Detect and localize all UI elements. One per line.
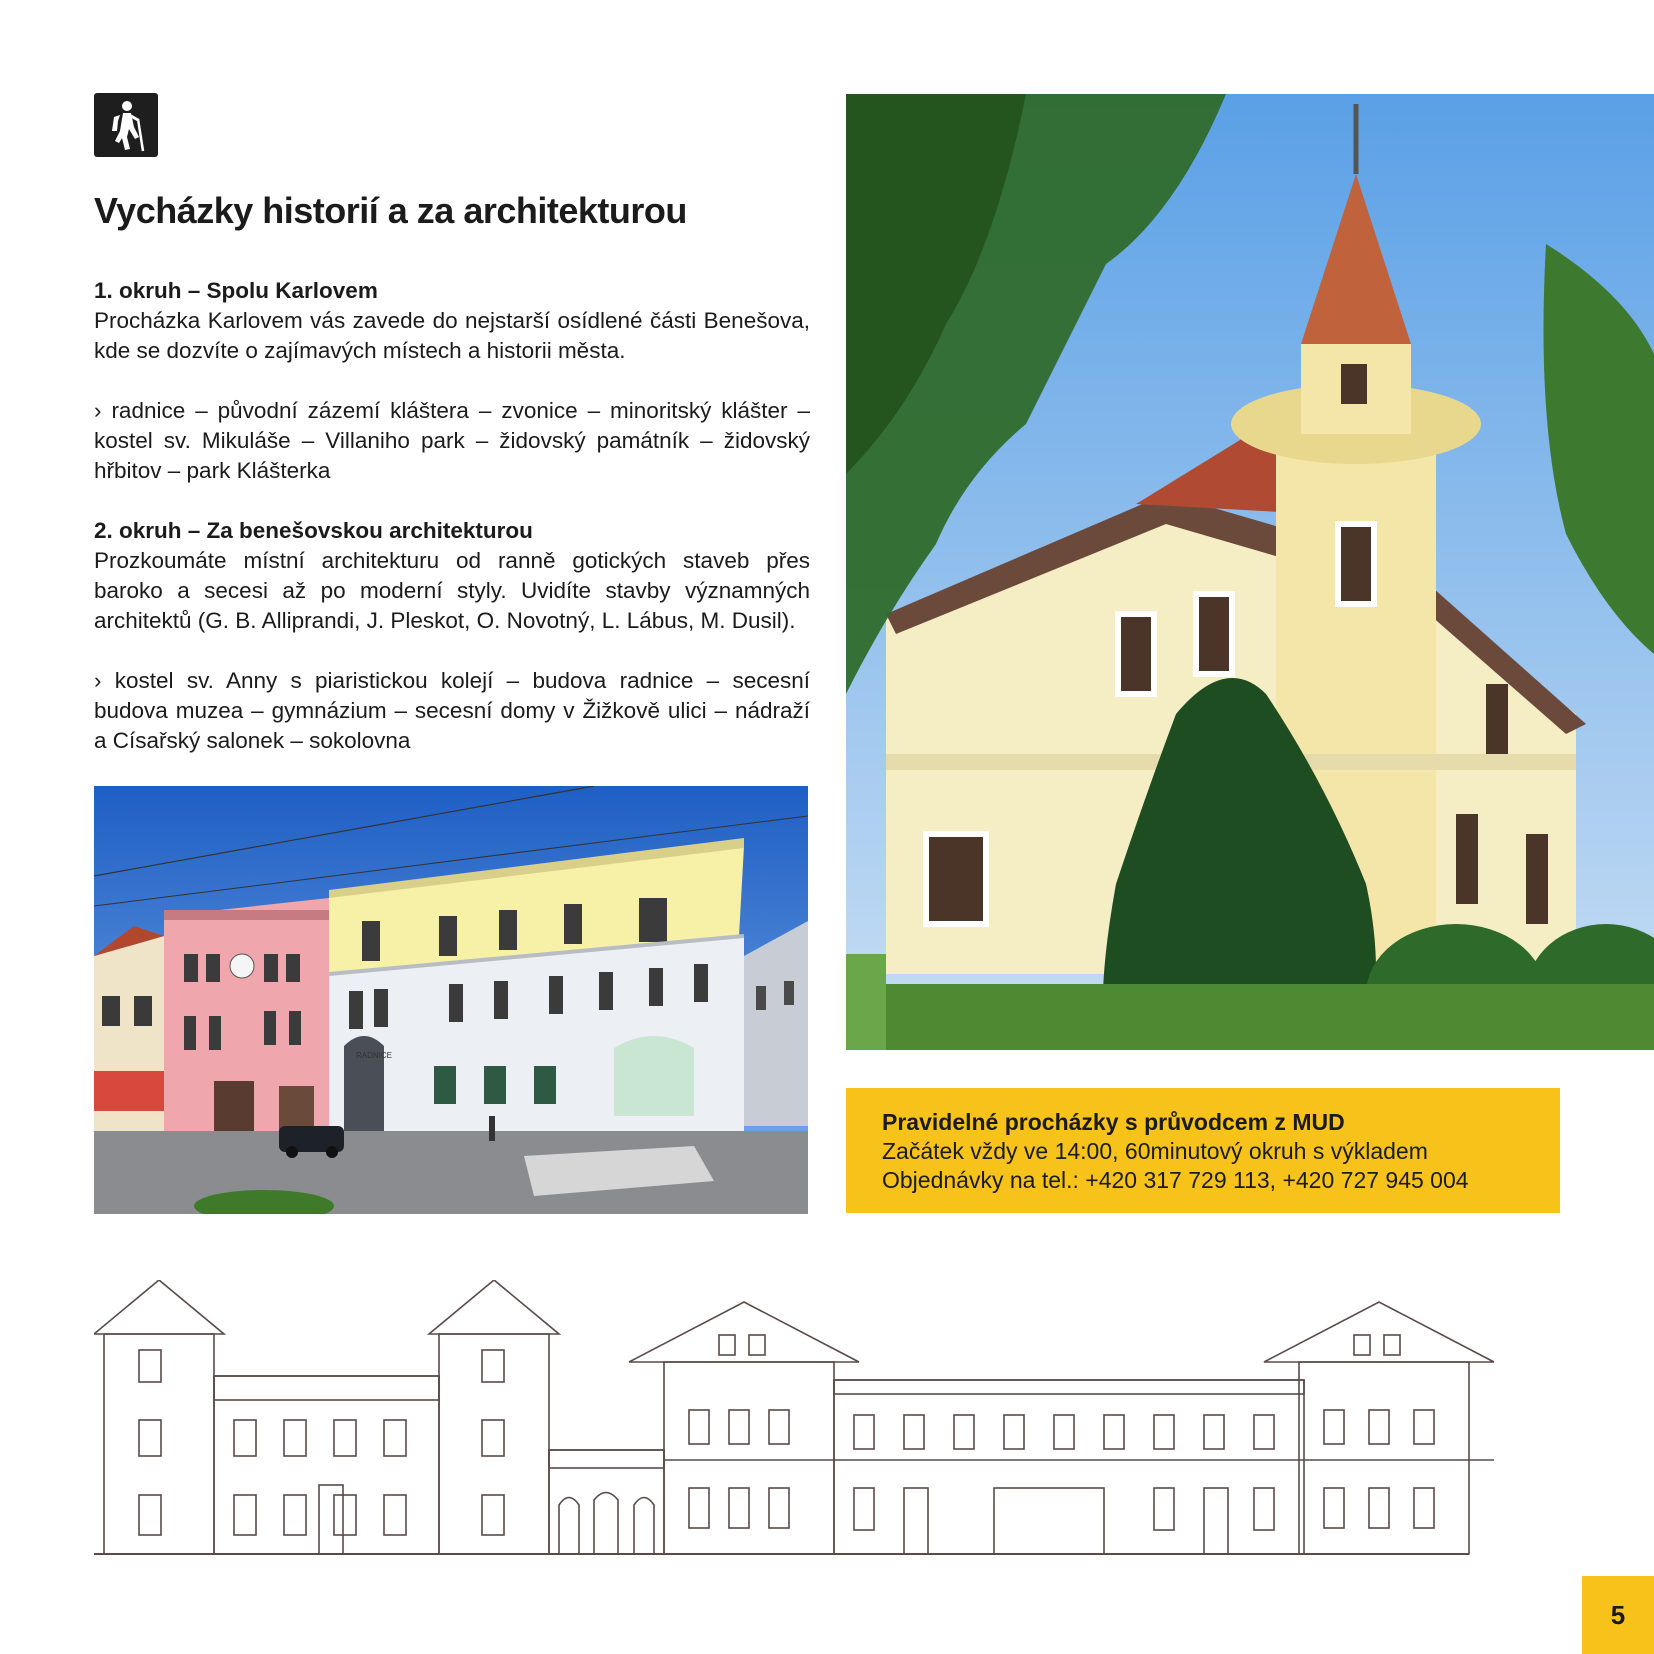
route2-description: Prozkoumáte místní architekturu od ranně gotických staveb přes baroko a secesi až po moderní styly. Uvidíte stavby významných architektů (G. B. Alliprandi, J. Pleskot, O. Novotný, L. Lábus, M. Dusil). bbox=[94, 548, 810, 633]
route1-heading: 1. okruh – Spolu Karlovem bbox=[94, 278, 378, 303]
info-schedule: Začátek vždy ve 14:00, 60minutový okruh s výkladem bbox=[882, 1138, 1428, 1164]
info-heading: Pravidelné procházky s průvodcem z MUD bbox=[882, 1109, 1345, 1135]
villa-photo bbox=[846, 94, 1654, 1050]
radnice-sign: RADNICE bbox=[356, 1051, 393, 1060]
guided-tours-info bbox=[846, 1088, 1560, 1213]
hiker-icon bbox=[94, 93, 158, 157]
info-phone: Objednávky na tel.: +420 317 729 113, +420 727 945 004 bbox=[882, 1167, 1469, 1193]
page-number: 5 bbox=[1582, 1576, 1654, 1654]
route2-stops: › kostel sv. Anny s piaristickou kolejí – budova radnice – secesní budova muzea – gymnázium – secesní domy v Žižkově ulici – nádraží a Císařský salonek – sokolovna bbox=[94, 668, 810, 753]
town-hall-photo bbox=[94, 786, 808, 1214]
route2-heading: 2. okruh – Za benešovskou architekturou bbox=[94, 518, 533, 543]
route1-stops: › radnice – původní zázemí kláštera – zvonice – minoritský klášter – kostel sv. Mikuláše – Villaniho park – židovský památník – židovský hřbitov – park Klášterka bbox=[94, 398, 810, 483]
route1-description: Procházka Karlovem vás zavede do nejstarší osídlené části Benešova, kde se dozvíte o zajímavých místech a historii města. bbox=[94, 308, 810, 363]
page-title: Vycházky historií a za architekturou bbox=[94, 190, 687, 231]
routes-text bbox=[94, 276, 810, 756]
railway-station-drawing bbox=[94, 1280, 1558, 1556]
